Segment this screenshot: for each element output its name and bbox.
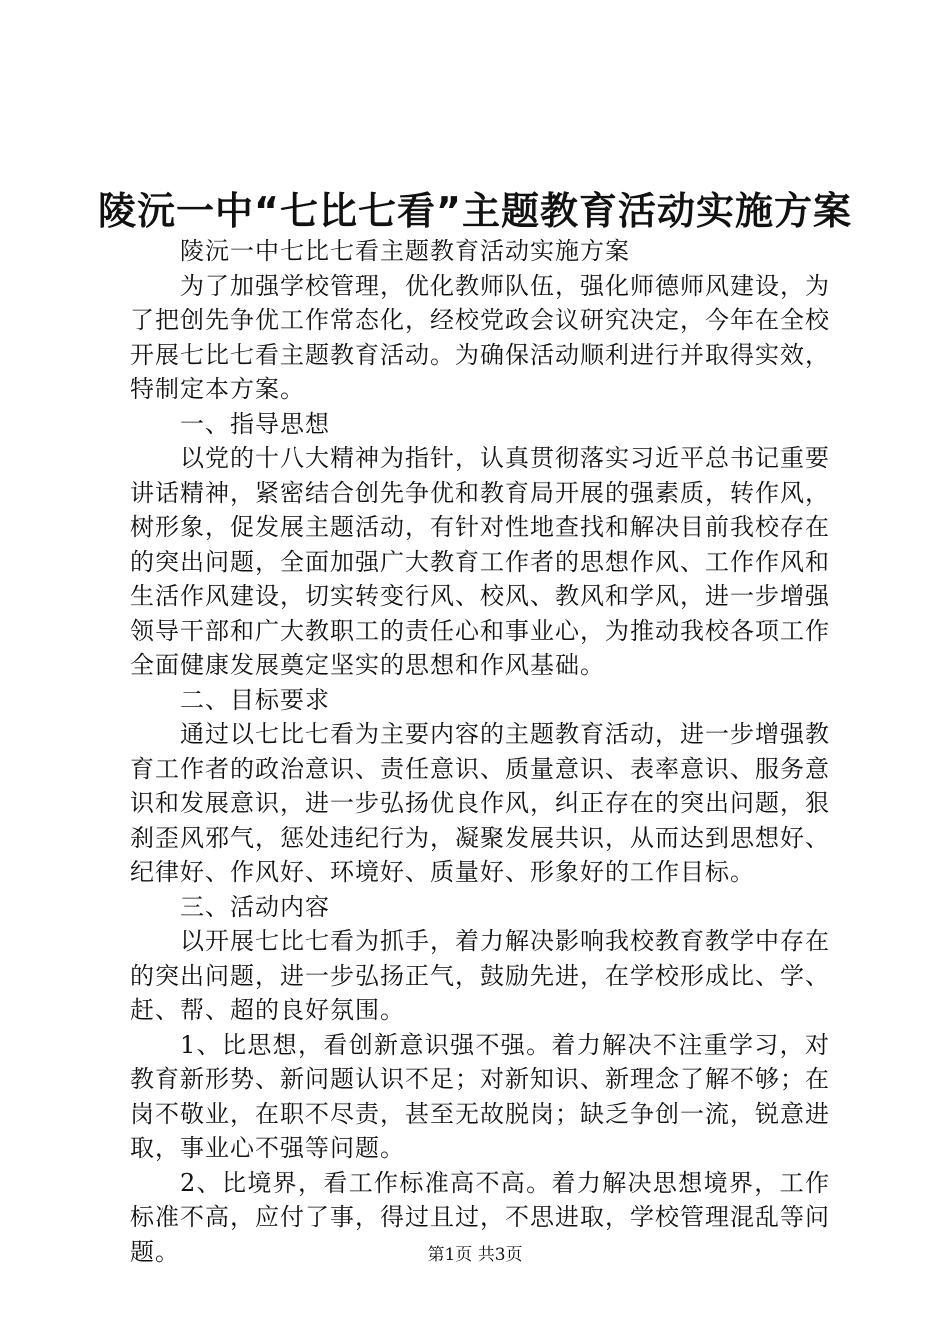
paragraph: 陵沅一中七比七看主题教育活动实施方案 <box>180 237 630 265</box>
section-heading: 三、活动内容 <box>180 892 330 921</box>
section-heading: 一、指导思想 <box>180 409 330 438</box>
section-heading: 二、目标要求 <box>180 685 330 714</box>
page-footer: 第1页 共3页 <box>427 1245 523 1265</box>
paragraph: 为了加强学校管理，优化教师队伍，强化师德师风建设，为了把创先争优工作常态化，经校党政会议研究决定，今年在全校开展七比七看主题教育活动。为确保活动顺利进行并取得实效，特制定本方案。 <box>130 271 830 403</box>
paragraph: 通过以七比七看为主要内容的主题教育活动，进一步增强教育工作者的政治意识、责任意识、质量意识、表率意识、服务意识和发展意识，进一步弘扬优良作风，纠正存在的突出问题，狠刹歪风邪气，惩处违纪行为，凝聚发展共识，从而达到思想好、纪律好、作风好、环境好、质量好、形象好的工作目标。 <box>130 720 830 886</box>
paragraph: 以党的十八大精神为指针，认真贯彻落实习近平总书记重要讲话精神，紧密结合创先争优和教育局开展的强素质，转作风，树形象，促发展主题活动，有针对性地查找和解决目前我校存在的突出问题，全面加强广大教育工作者的思想作风、工作作风和生活作风建设，切实转变行风、校风、教风和学风，进一步增强领导干部和广大教职工的责任心和事业心，为推动我校各项工作全面健康发展奠定坚实的思想和作风基础。 <box>130 444 830 679</box>
document-title: 陵沅一中“七比七看”主题教育活动实施方案 <box>98 189 852 233</box>
paragraph: 以开展七比七看为抓手，着力解决影响我校教育教学中存在的突出问题，进一步弘扬正气，鼓励先进，在学校形成比、学、赶、帮、超的良好氛围。 <box>130 927 830 1024</box>
document-body <box>130 234 830 1269</box>
paragraph: 2、比境界，看工作标准高不高。着力解决思想境界，工作标准不高，应付了事，得过且过，不思进取，学校管理混乱等问题。 <box>130 1168 830 1266</box>
paragraph: 1、比思想，看创新意识强不强。着力解决不注重学习，对教育新形势、新问题认识不足；对新知识、新理念了解不够；在岗不敬业，在职不尽责，甚至无故脱岗；缺乏争创一流，锐意进取，事业心不强等问题。 <box>130 1030 830 1162</box>
